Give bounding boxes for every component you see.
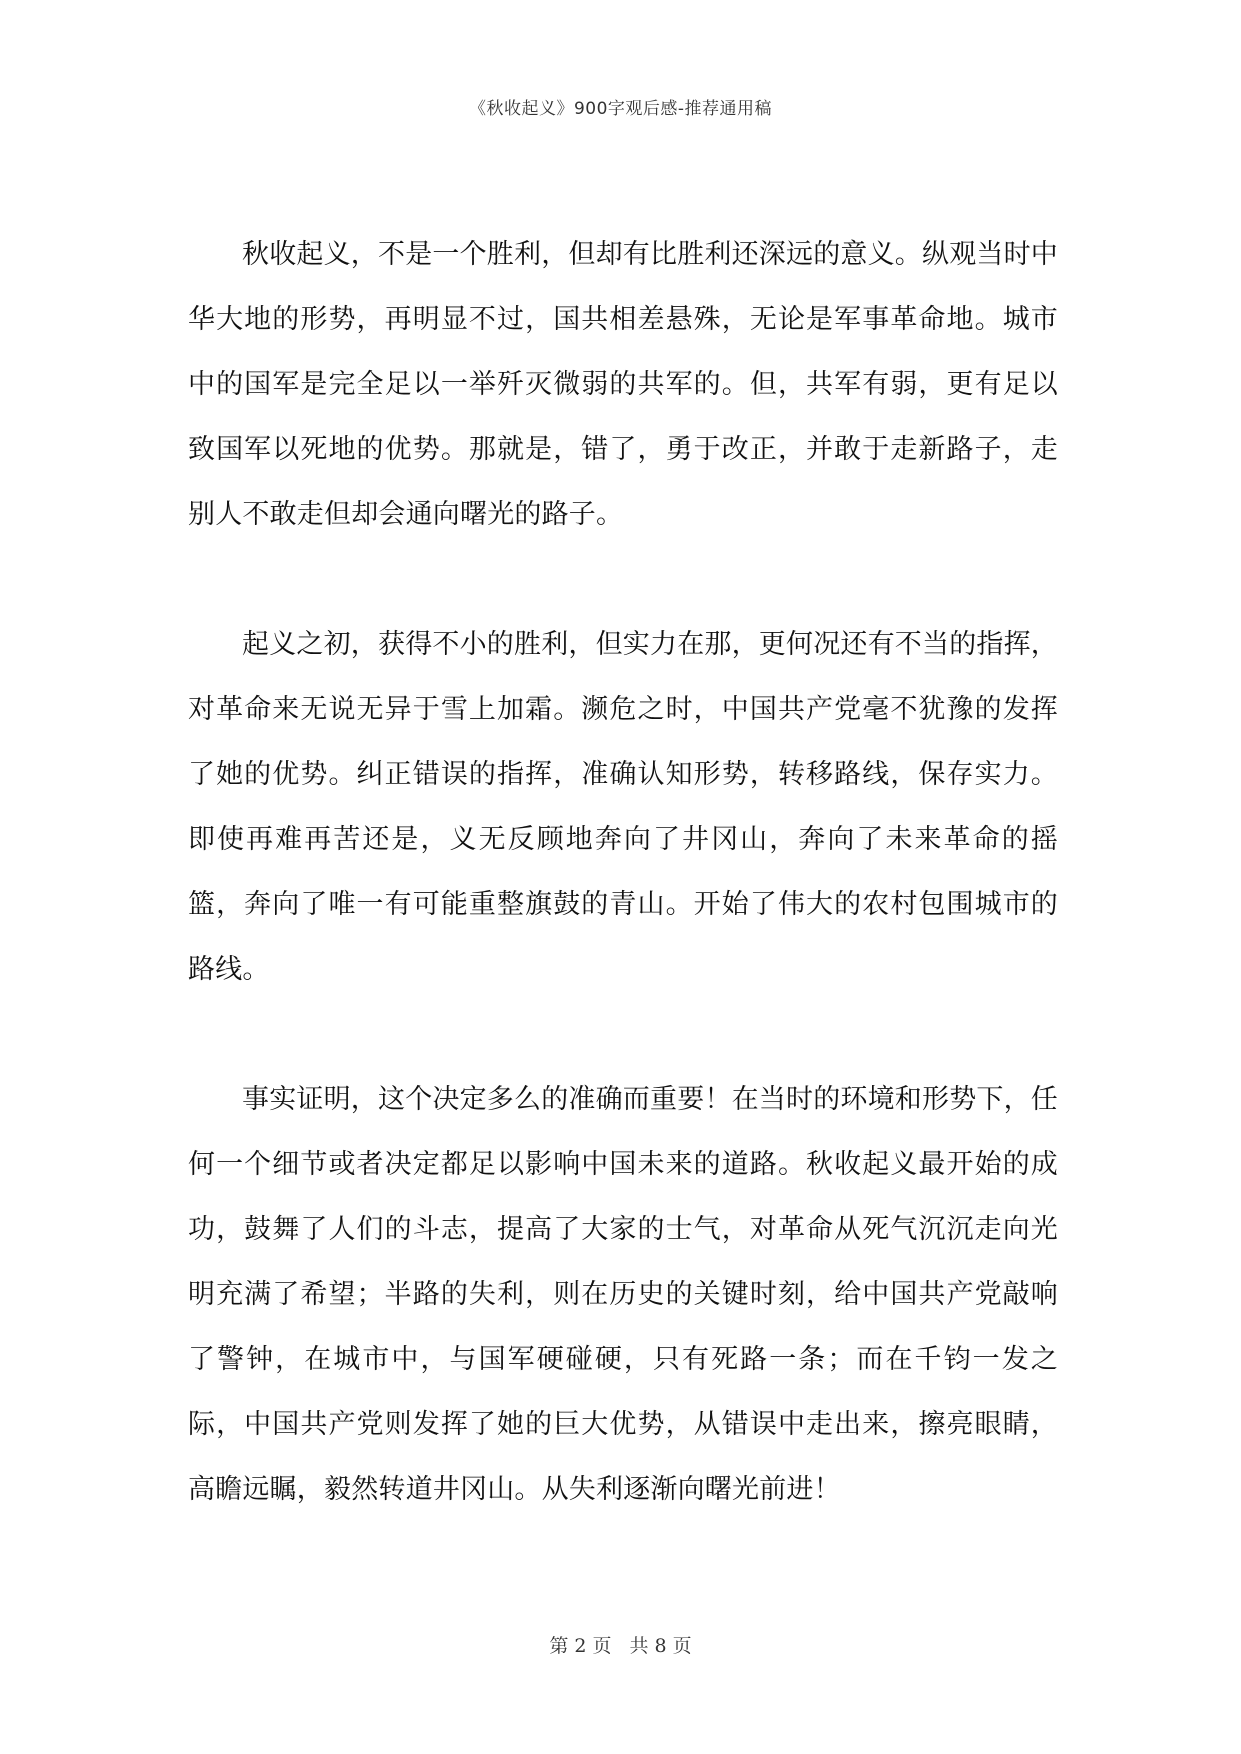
- footer-total-pages: 8: [654, 1635, 667, 1657]
- paragraph-2: 起义之初，获得不小的胜利，但实力在那，更何况还有不当的指挥，对革命来无说无异于雪上加霜。濒危之时，中国共产党毫不犹豫的发挥了她的优势。纠正错误的指挥，准确认知形势，转移路线，保存实力。即使再难再苦还是，义无反顾地奔向了井冈山，奔向了未来革命的摇篮，奔向了唯一有可能重整旗鼓的青山。开始了伟大的农村包围城市的路线。: [188, 629, 1058, 985]
- footer-label-total-unit: 页: [672, 1635, 692, 1657]
- paragraph-3: 事实证明，这个决定多么的准确而重要！在当时的环境和形势下，任何一个细节或者决定都足以影响中国未来的道路。秋收起义最开始的成功，鼓舞了人们的斗志，提高了大家的士气，对革命从死气沉沉走向光明充满了希望；半路的失利，则在历史的关键时刻，给中国共产党敲响了警钟，在城市中，与国军硬碰硬，只有死路一条；而在千钧一发之际，中国共产党则发挥了她的巨大优势，从错误中走出来，擦亮眼睛，高瞻远瞩，毅然转道井冈山。从失利逐渐向曙光前进！: [188, 1084, 1058, 1505]
- footer-label-total: 共: [629, 1635, 649, 1657]
- page-footer: [0, 1631, 1241, 1658]
- footer-label-page: 第: [549, 1635, 569, 1657]
- document-body: [188, 222, 1058, 1522]
- footer-current-page: 2: [574, 1635, 587, 1657]
- paragraph-1: 秋收起义，不是一个胜利，但却有比胜利还深远的意义。纵观当时中华大地的形势，再明显不过，国共相差悬殊，无论是军事革命地。城市中的国军是完全足以一举歼灭微弱的共军的。但，共军有弱，更有足以致国军以死地的优势。那就是，错了，勇于改正，并敢于走新路子，走别人不敢走但却会通向曙光的路子。: [188, 239, 1058, 530]
- page-header: 《秋收起义》900字观后感-推荐通用稿: [468, 99, 773, 119]
- footer-label-page-unit: 页: [592, 1635, 612, 1657]
